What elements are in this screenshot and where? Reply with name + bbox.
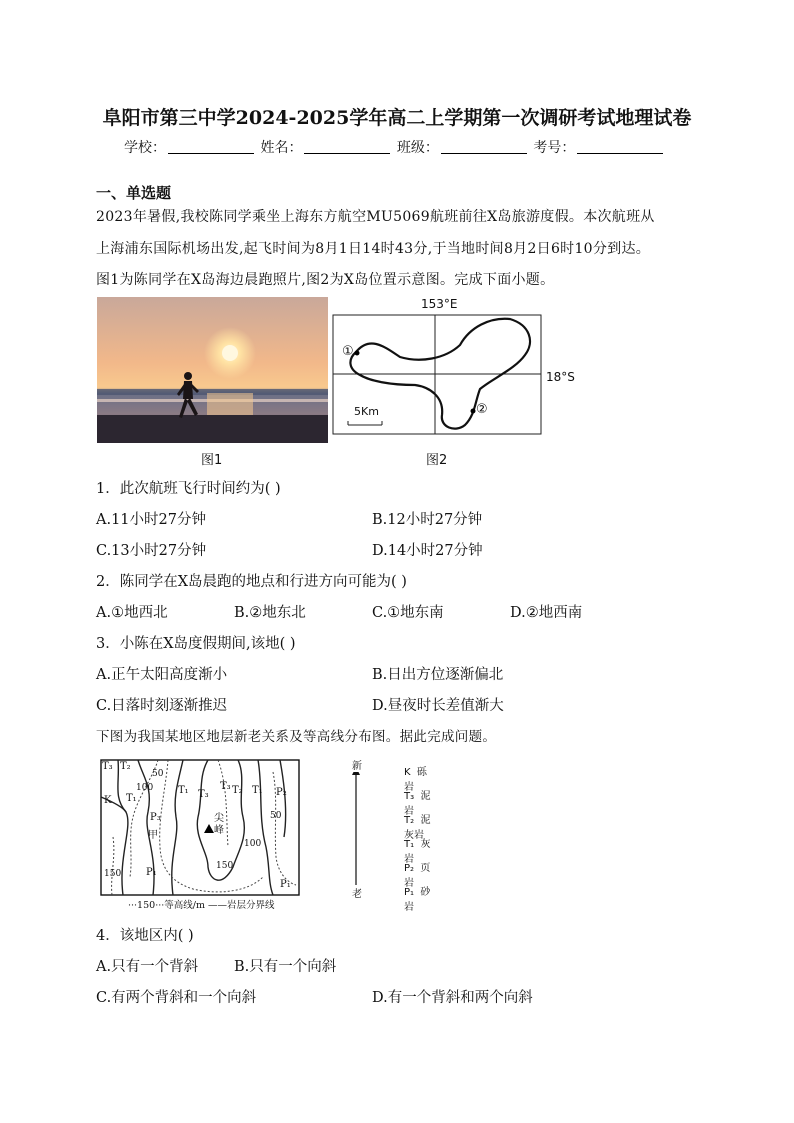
latitude-label: 18°S	[546, 370, 575, 384]
student-info-line	[124, 137, 665, 157]
geo-label: K	[104, 795, 112, 806]
q3-option-a[interactable]: A.正午太阳高度渐小	[96, 667, 228, 683]
geo-label: T₁	[126, 793, 137, 804]
figure1-caption: 图1	[201, 453, 223, 468]
class-blank	[441, 141, 527, 154]
legend-row: K 砾岩	[404, 767, 427, 793]
legend-row: T₁ 灰岩	[404, 839, 431, 865]
q3-option-b[interactable]: B.日出方位逐渐偏北	[372, 667, 504, 683]
legend-row: P₂ 页岩	[404, 863, 431, 889]
number-blank	[577, 141, 663, 154]
figure1-photo	[97, 297, 328, 443]
geo-contour-label: 50	[270, 811, 282, 821]
q2-option-b[interactable]: B.②地东北	[234, 605, 306, 621]
name-label: 姓名：	[260, 140, 303, 156]
geo-label: T₂	[120, 761, 131, 772]
question4-stem: 4．该地区内( )	[96, 928, 194, 944]
page-title: 阜阳市第三中学2024-2025学年高二上学期第一次调研考试地理试卷	[102, 107, 692, 129]
geomap-footer: ···150···等高线/m ——岩层分界线	[128, 900, 275, 911]
q4-option-c[interactable]: C.有两个背斜和一个向斜	[96, 990, 257, 1006]
q2-option-c[interactable]: C.①地东南	[372, 605, 444, 621]
geo-label: P₁	[146, 867, 157, 878]
school-label: 学校：	[124, 140, 166, 156]
geo-contour-label: 100	[136, 783, 154, 793]
geo-contour-label: 100	[244, 839, 262, 849]
passage2-text: 下图为我国某地区地层新老关系及等高线分布图。据此完成问题。	[96, 729, 497, 745]
geo-label: 尖	[214, 813, 224, 824]
school-blank	[168, 141, 254, 154]
figure2-map	[330, 297, 580, 439]
longitude-label: 153°E	[421, 297, 458, 311]
geo-label: 峰	[214, 825, 224, 836]
q3-option-c[interactable]: C.日落时刻逐渐推迟	[96, 698, 228, 714]
name-blank	[304, 141, 390, 154]
legend-row: P₁ 砂岩	[404, 887, 431, 913]
figure2-caption: 图2	[426, 453, 448, 468]
geo-label: P₂	[276, 787, 287, 798]
section-title: 一、单选题	[96, 184, 172, 202]
question3-stem: 3．小陈在X岛度假期间,该地( )	[96, 636, 296, 652]
q4-option-b[interactable]: B.只有一个向斜	[234, 959, 337, 975]
geo-label: T₁	[252, 785, 263, 796]
q1-option-d[interactable]: D.14小时27分钟	[372, 543, 483, 559]
q4-option-d[interactable]: D.有一个背斜和两个向斜	[372, 990, 533, 1006]
geo-label: T₁	[178, 785, 189, 796]
geo-label: T₃	[102, 761, 113, 772]
geo-contour-label: 150	[216, 861, 234, 871]
point1-label: ①	[342, 344, 354, 359]
geo-label: T₃	[220, 781, 231, 792]
q2-option-a[interactable]: A.①地西北	[96, 605, 168, 621]
passage1-line2: 上海浦东国际机场出发,起飞时间为8月1日14时43分,于当地时间8月2日6时10分到达。	[96, 241, 651, 257]
legend-row: T₃ 泥岩	[404, 791, 431, 817]
legend-row: T₂ 泥灰岩	[404, 815, 431, 841]
legend-new-label: 新	[352, 757, 362, 772]
geo-label: P₁	[280, 879, 291, 890]
geo-label: T₂	[232, 785, 243, 796]
geo-contour-label: 50	[152, 769, 164, 779]
geology-map	[98, 757, 431, 913]
q3-option-d[interactable]: D.昼夜时长差值渐大	[372, 698, 504, 714]
class-label: 班级：	[396, 140, 439, 156]
number-label: 考号：	[533, 140, 576, 156]
passage1-line3: 图1为陈同学在X岛海边晨跑照片,图2为X岛位置示意图。完成下面小题。	[96, 272, 555, 288]
geo-contour-label: 150	[104, 869, 122, 879]
geo-label: P₃	[150, 812, 161, 823]
q1-option-c[interactable]: C.13小时27分钟	[96, 543, 207, 559]
q1-option-a[interactable]: A.11小时27分钟	[96, 512, 206, 528]
geo-label: 甲	[148, 830, 158, 841]
question2-stem: 2．陈同学在X岛晨跑的地点和行进方向可能为( )	[96, 574, 407, 590]
scale-label: 5Km	[354, 405, 379, 418]
geo-label: T₃	[198, 789, 209, 800]
legend-old-label: 老	[352, 885, 362, 900]
q1-option-b[interactable]: B.12小时27分钟	[372, 512, 483, 528]
point2-label: ②	[476, 402, 488, 417]
question1-stem: 1．此次航班飞行时间约为( )	[96, 481, 281, 497]
q2-option-d[interactable]: D.②地西南	[510, 605, 583, 621]
q4-option-a[interactable]: A.只有一个背斜	[96, 959, 199, 975]
passage1-line1: 2023年暑假,我校陈同学乘坐上海东方航空MU5069航班前往X岛旅游度假。本次航班从	[96, 209, 655, 225]
